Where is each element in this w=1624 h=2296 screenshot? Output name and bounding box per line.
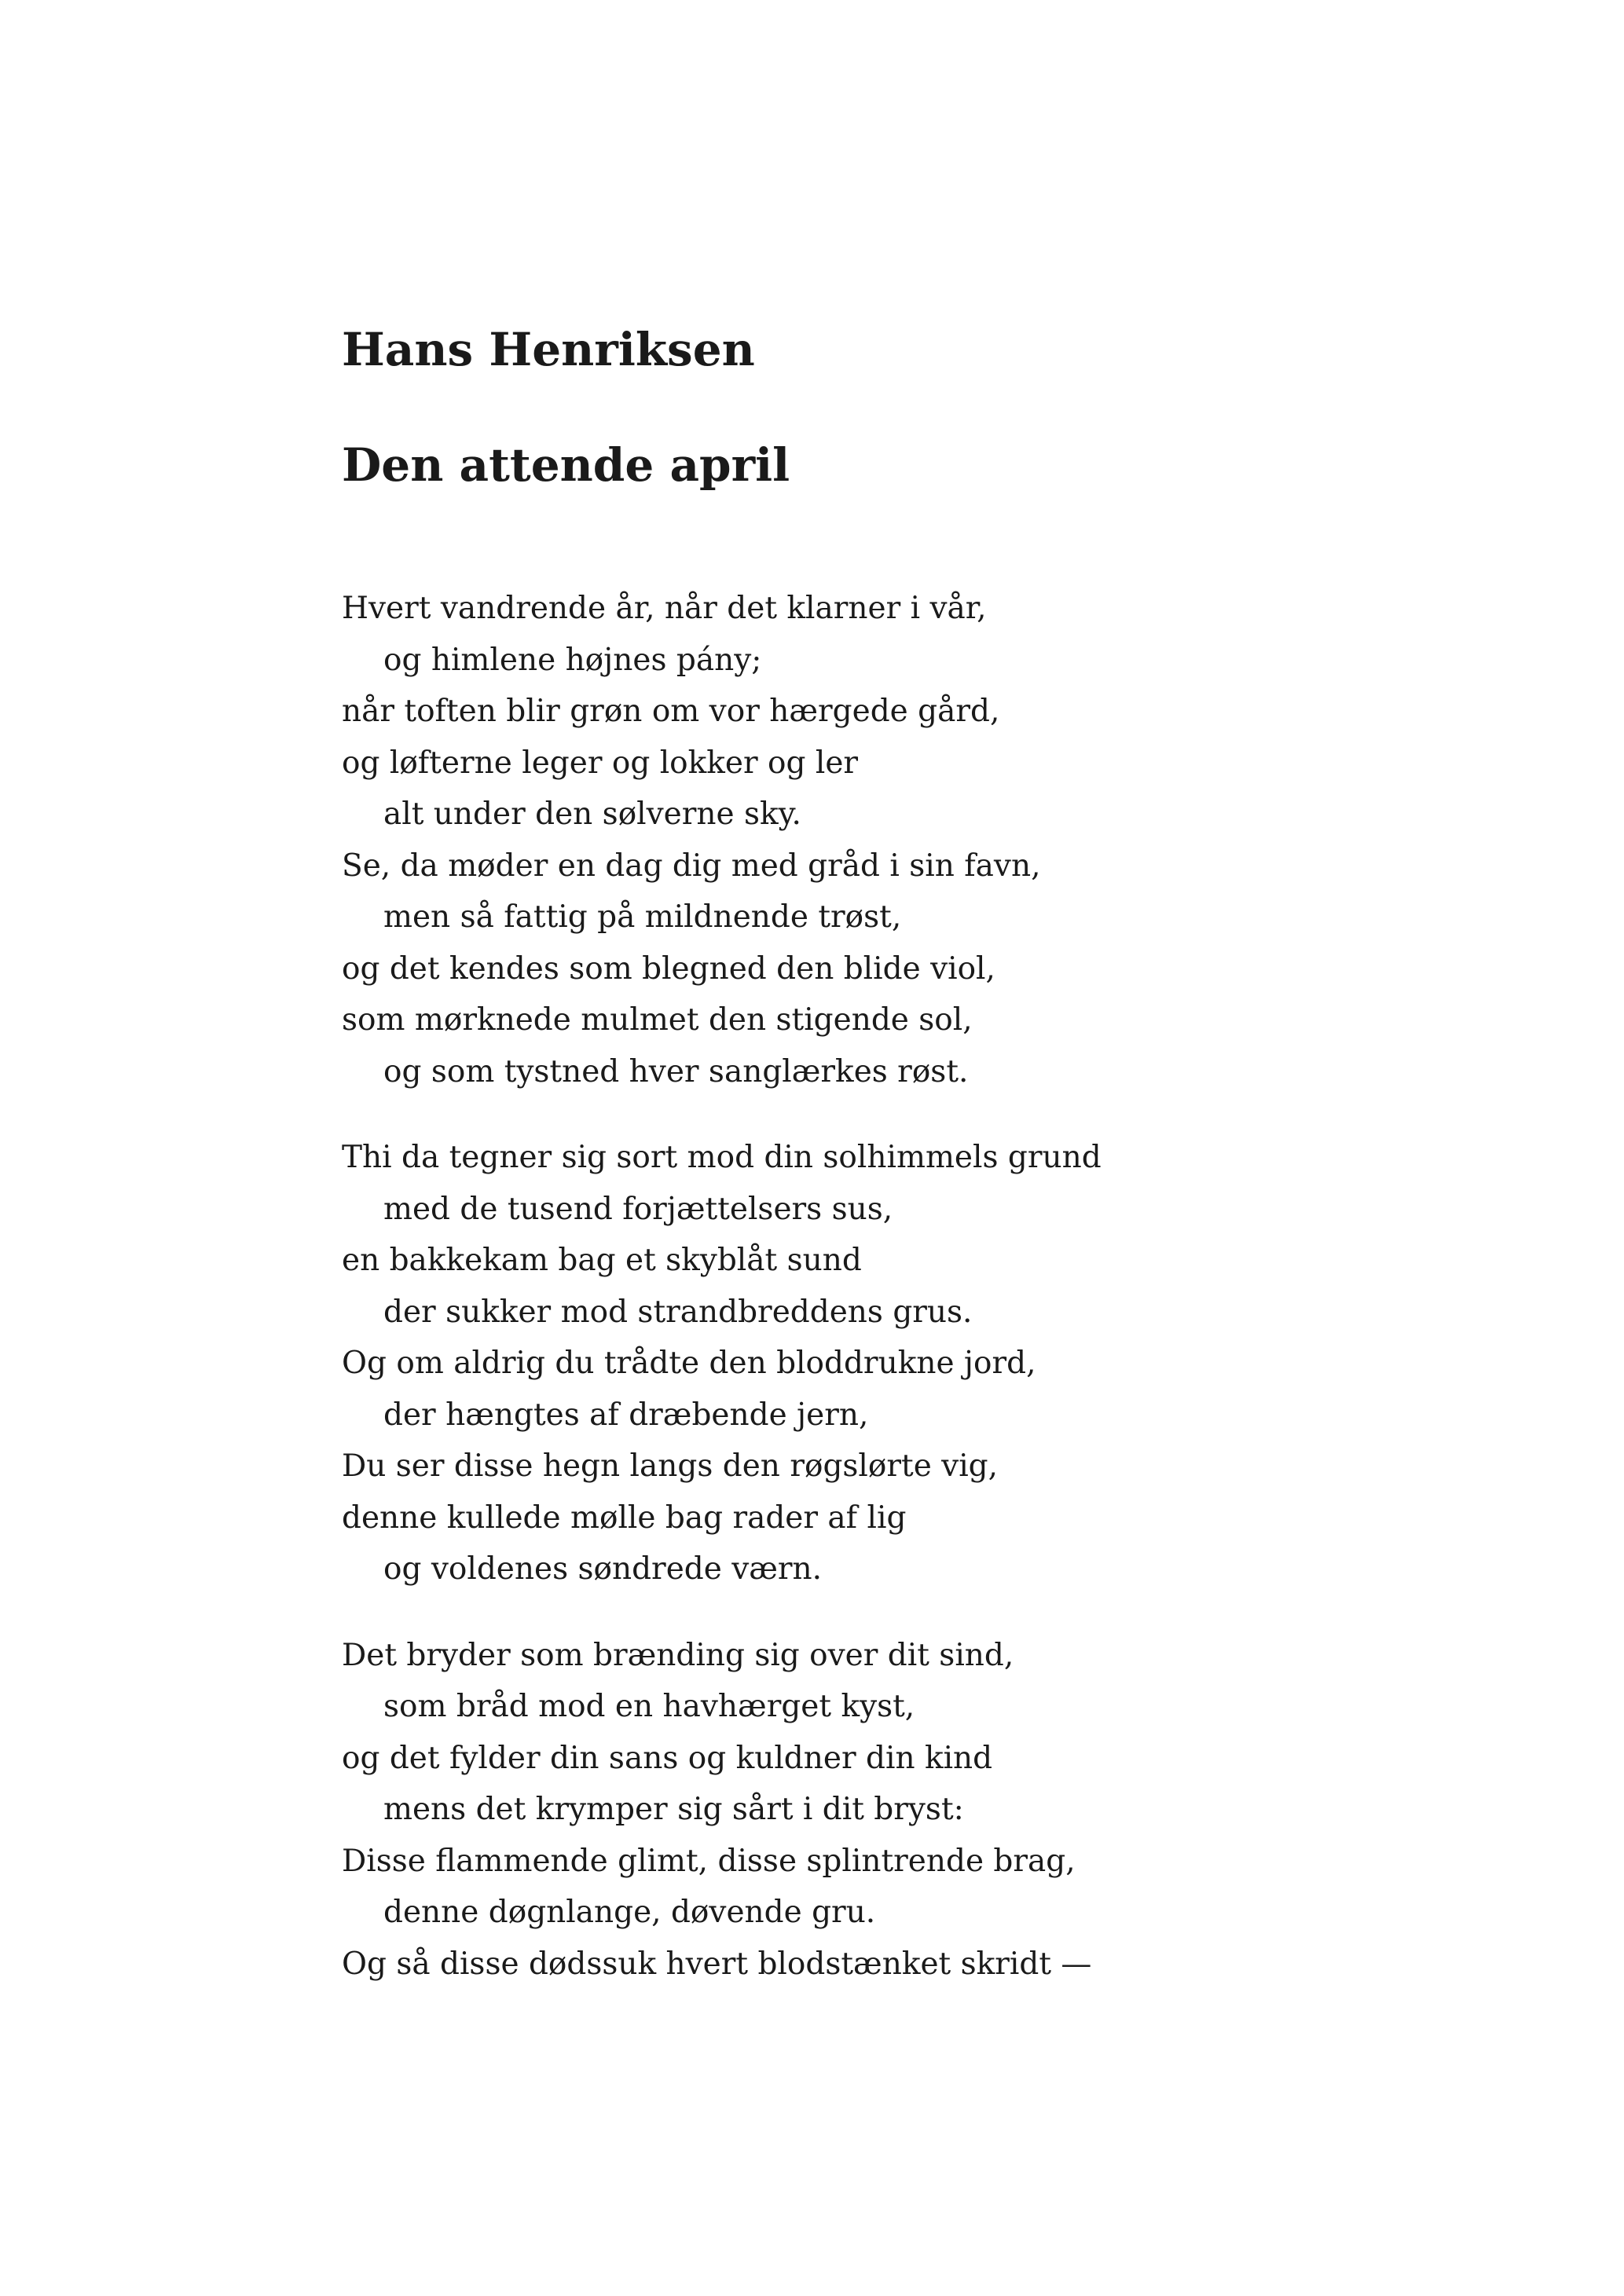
stanza [342,1132,1102,1595]
poem-line: og som tystned hver sanglærkes røst. [383,1053,969,1089]
stanza [342,1630,1102,1990]
poem-line: og løfterne leger og lokker og ler [342,745,859,781]
poem-line: Hvert vandrende år, når det klarner i vår, [342,591,987,626]
poem-line: som mørknede mulmet den stigende sol, [342,1002,973,1038]
poem-line: når toften blir grøn om vor hærgede gård, [342,694,1000,729]
poem-line: denne kullede mølle bag rader af lig [342,1500,907,1536]
poem-line: Du ser disse hegn langs den røgslørte vig, [342,1448,999,1484]
author-heading: Hans Henriksen [342,323,755,376]
poem-line: alt under den sølverne sky. [383,796,801,832]
poem-line: Disse flammende glimt, disse splintrende brag, [342,1843,1076,1879]
poem-line: mens det krymper sig sårt i dit bryst: [383,1792,964,1827]
poem-line: Og så disse dødssuk hvert blodstænket skridt — [342,1946,1092,1982]
poem-line: og det fylder din sans og kuldner din kind [342,1740,993,1776]
poem-line: Thi da tegner sig sort mod din solhimmels grund [342,1140,1102,1175]
poem-title: Den attende april [342,438,790,492]
poem-line: Og om aldrig du trådte den bloddrukne jord, [342,1346,1036,1381]
poem-line: Se, da møder en dag dig med gråd i sin favn, [342,848,1041,884]
stanza [342,583,1102,1097]
poem-line: der hængtes af dræbende jern, [383,1397,869,1433]
poem-line: og det kendes som blegned den blide viol, [342,950,995,987]
poem-line: en bakkekam bag et skyblåt sund [342,1243,862,1278]
poem-line: med de tusend forjættelsers sus, [383,1191,893,1227]
poem-body [342,583,1102,2024]
poem-line: som bråd mod en havhærget kyst, [383,1689,915,1724]
poem-line: denne døgnlange, døvende gru. [383,1895,876,1930]
poem-line: Det bryder som brænding sig over dit sind, [342,1637,1014,1673]
poem-line: der sukker mod strandbreddens grus. [383,1294,973,1330]
poem-line: men så fattig på mildnende trøst, [383,899,902,935]
poem-line: og himlene højnes pány; [383,642,762,678]
poem-line: og voldenes søndrede værn. [383,1551,823,1587]
